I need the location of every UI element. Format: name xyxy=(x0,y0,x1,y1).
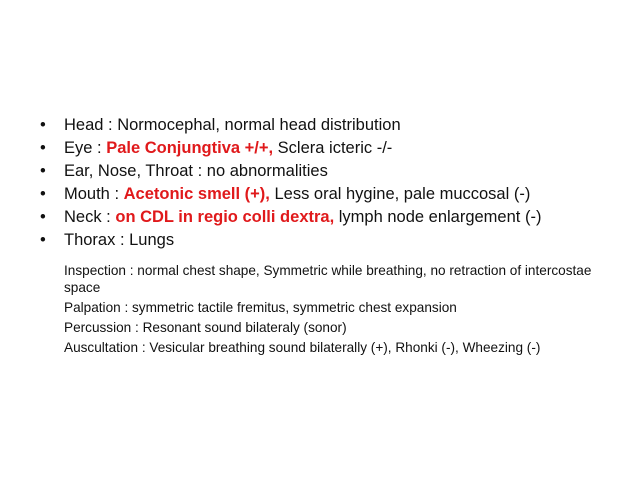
bullet-text: no abnormalities xyxy=(206,162,328,180)
bullet-text: Sclera icteric -/- xyxy=(273,139,393,157)
bullet-eye xyxy=(40,137,630,160)
bullet-marker: • xyxy=(40,231,46,249)
inspection-text: Inspection : normal chest shape, Symmetric while breathing, no retraction of intercostae space xyxy=(64,263,592,295)
bullet-marker: • xyxy=(40,208,46,226)
bullet-text: lymph node enlargement (-) xyxy=(334,208,542,226)
bullet-ent xyxy=(40,160,630,183)
bullet-highlight: Pale Conjungtiva +/+, xyxy=(106,139,274,157)
bullet-head xyxy=(40,114,630,137)
bullet-separator: : xyxy=(103,116,118,134)
bullet-marker: • xyxy=(40,162,46,180)
bullet-highlight: on CDL in regio colli dextra, xyxy=(115,208,335,226)
bullet-label: Eye xyxy=(64,139,93,157)
auscultation-text: Auscultation : Vesicular breathing sound bilaterally (+), Rhonki (-), Wheezing (-) xyxy=(64,340,541,355)
percussion-text: Percussion : Resonant sound bilateraly (sonor) xyxy=(64,320,347,335)
bullet-label: Mouth xyxy=(64,185,110,203)
bullet-text: Lungs xyxy=(129,231,175,249)
bullet-marker: • xyxy=(40,116,46,134)
bullet-text: Less oral hygine, pale muccosal (-) xyxy=(269,185,531,203)
bullet-label: Thorax xyxy=(64,231,116,249)
bullet-highlight: Acetonic smell (+), xyxy=(123,185,270,203)
bullet-separator: : xyxy=(101,208,116,226)
bullet-thorax xyxy=(40,229,630,252)
bullet-label: Head xyxy=(64,116,104,134)
bullet-marker: • xyxy=(40,139,46,157)
bullet-separator: : xyxy=(109,185,124,203)
thorax-detail-block xyxy=(64,262,624,359)
bullet-mouth xyxy=(40,183,630,206)
bullet-separator: : xyxy=(115,231,130,249)
bullet-separator: : xyxy=(193,162,207,180)
bullet-text: Normocephal, normal head distribution xyxy=(117,116,401,134)
bullet-label: Ear, Nose, Throat xyxy=(64,162,194,180)
palpation-text: Palpation : symmetric tactile fremitus, symmetric chest expansion xyxy=(64,300,457,315)
bullet-label: Neck xyxy=(64,208,102,226)
bullet-neck xyxy=(40,206,630,229)
exam-bullet-list xyxy=(40,114,630,252)
bullet-separator: : xyxy=(92,139,107,157)
bullet-marker: • xyxy=(40,185,46,203)
